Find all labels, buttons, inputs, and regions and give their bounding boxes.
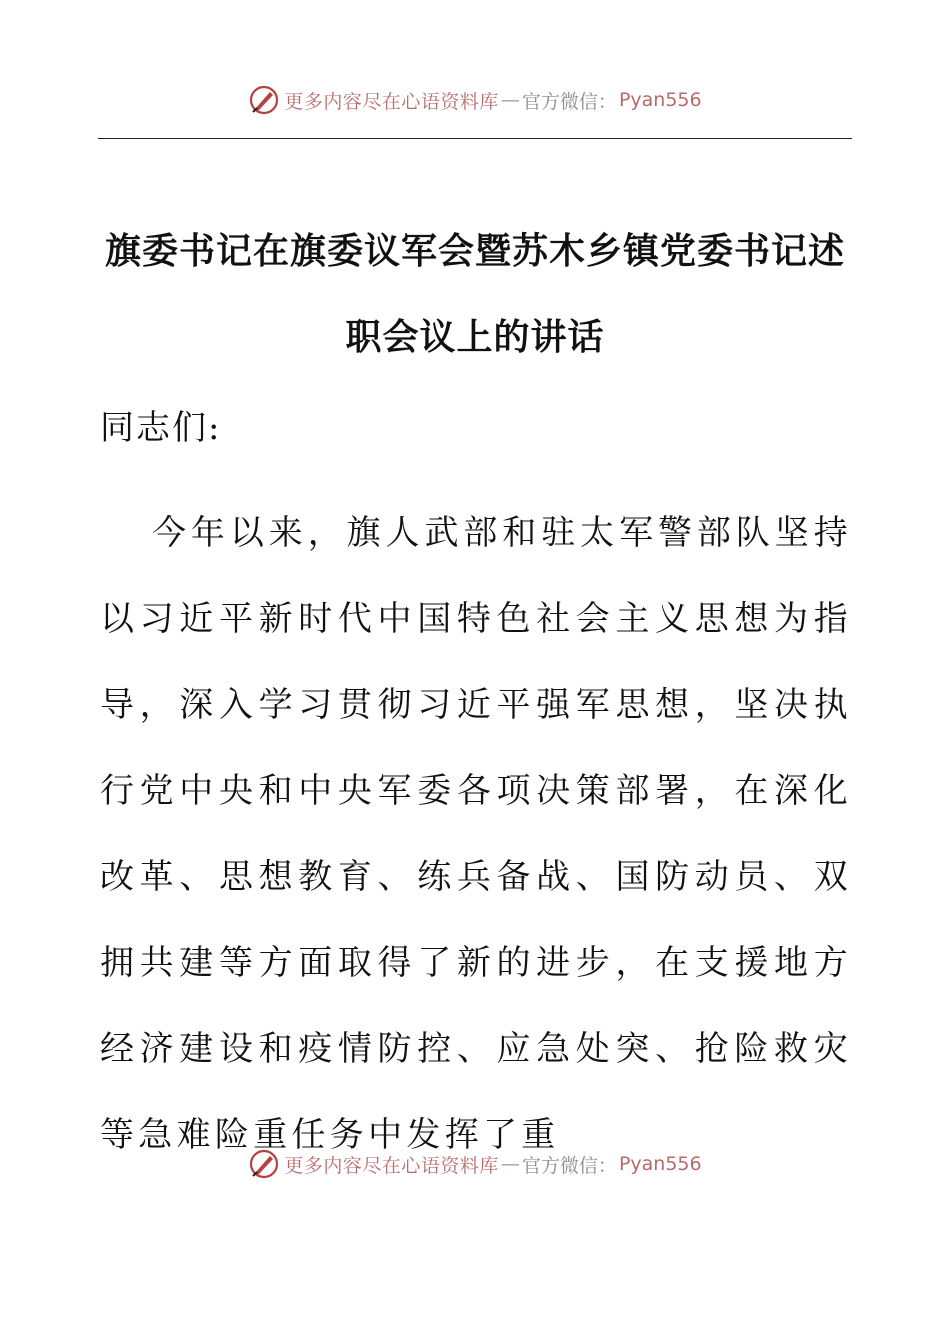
header-divider [98,138,852,139]
pen-logo-icon [248,1148,280,1180]
footer-banner [0,1148,950,1180]
banner-wechat-id: Pyan556 [618,1153,702,1175]
document-title: 旗委书记在旗委议军会暨苏木乡镇党委书记述职会议上的讲话 [104,230,845,358]
banner-wechat-id: Pyan556 [618,89,702,111]
banner-wechat-label: 官方微信： [521,1154,617,1177]
header-banner [0,84,950,116]
pen-logo-icon [248,84,280,116]
body-paragraph: 今年以来，旗人武部和驻太军警部队坚持以习近平新时代中国特色社会主义思想为指导，深入学习贯彻习近平强军思想，坚决执行党中央和中央军委各项决策部署，在深化改革、思想教育、练兵备战、国防动员、双拥共建等方面取得了新的进步，在支援地方经济建设和疫情防控、应急处突、抢险救灾等急难险重任务中发挥了重 [100,513,852,1155]
banner-separator: — [500,1153,520,1175]
banner-wechat-label: 官方微信： [521,90,617,113]
banner-text: 更多内容尽在心语资料库 [284,90,499,113]
salutation: 同志们: [100,408,222,448]
banner-separator: — [500,89,520,111]
banner-text: 更多内容尽在心语资料库 [284,1154,499,1177]
